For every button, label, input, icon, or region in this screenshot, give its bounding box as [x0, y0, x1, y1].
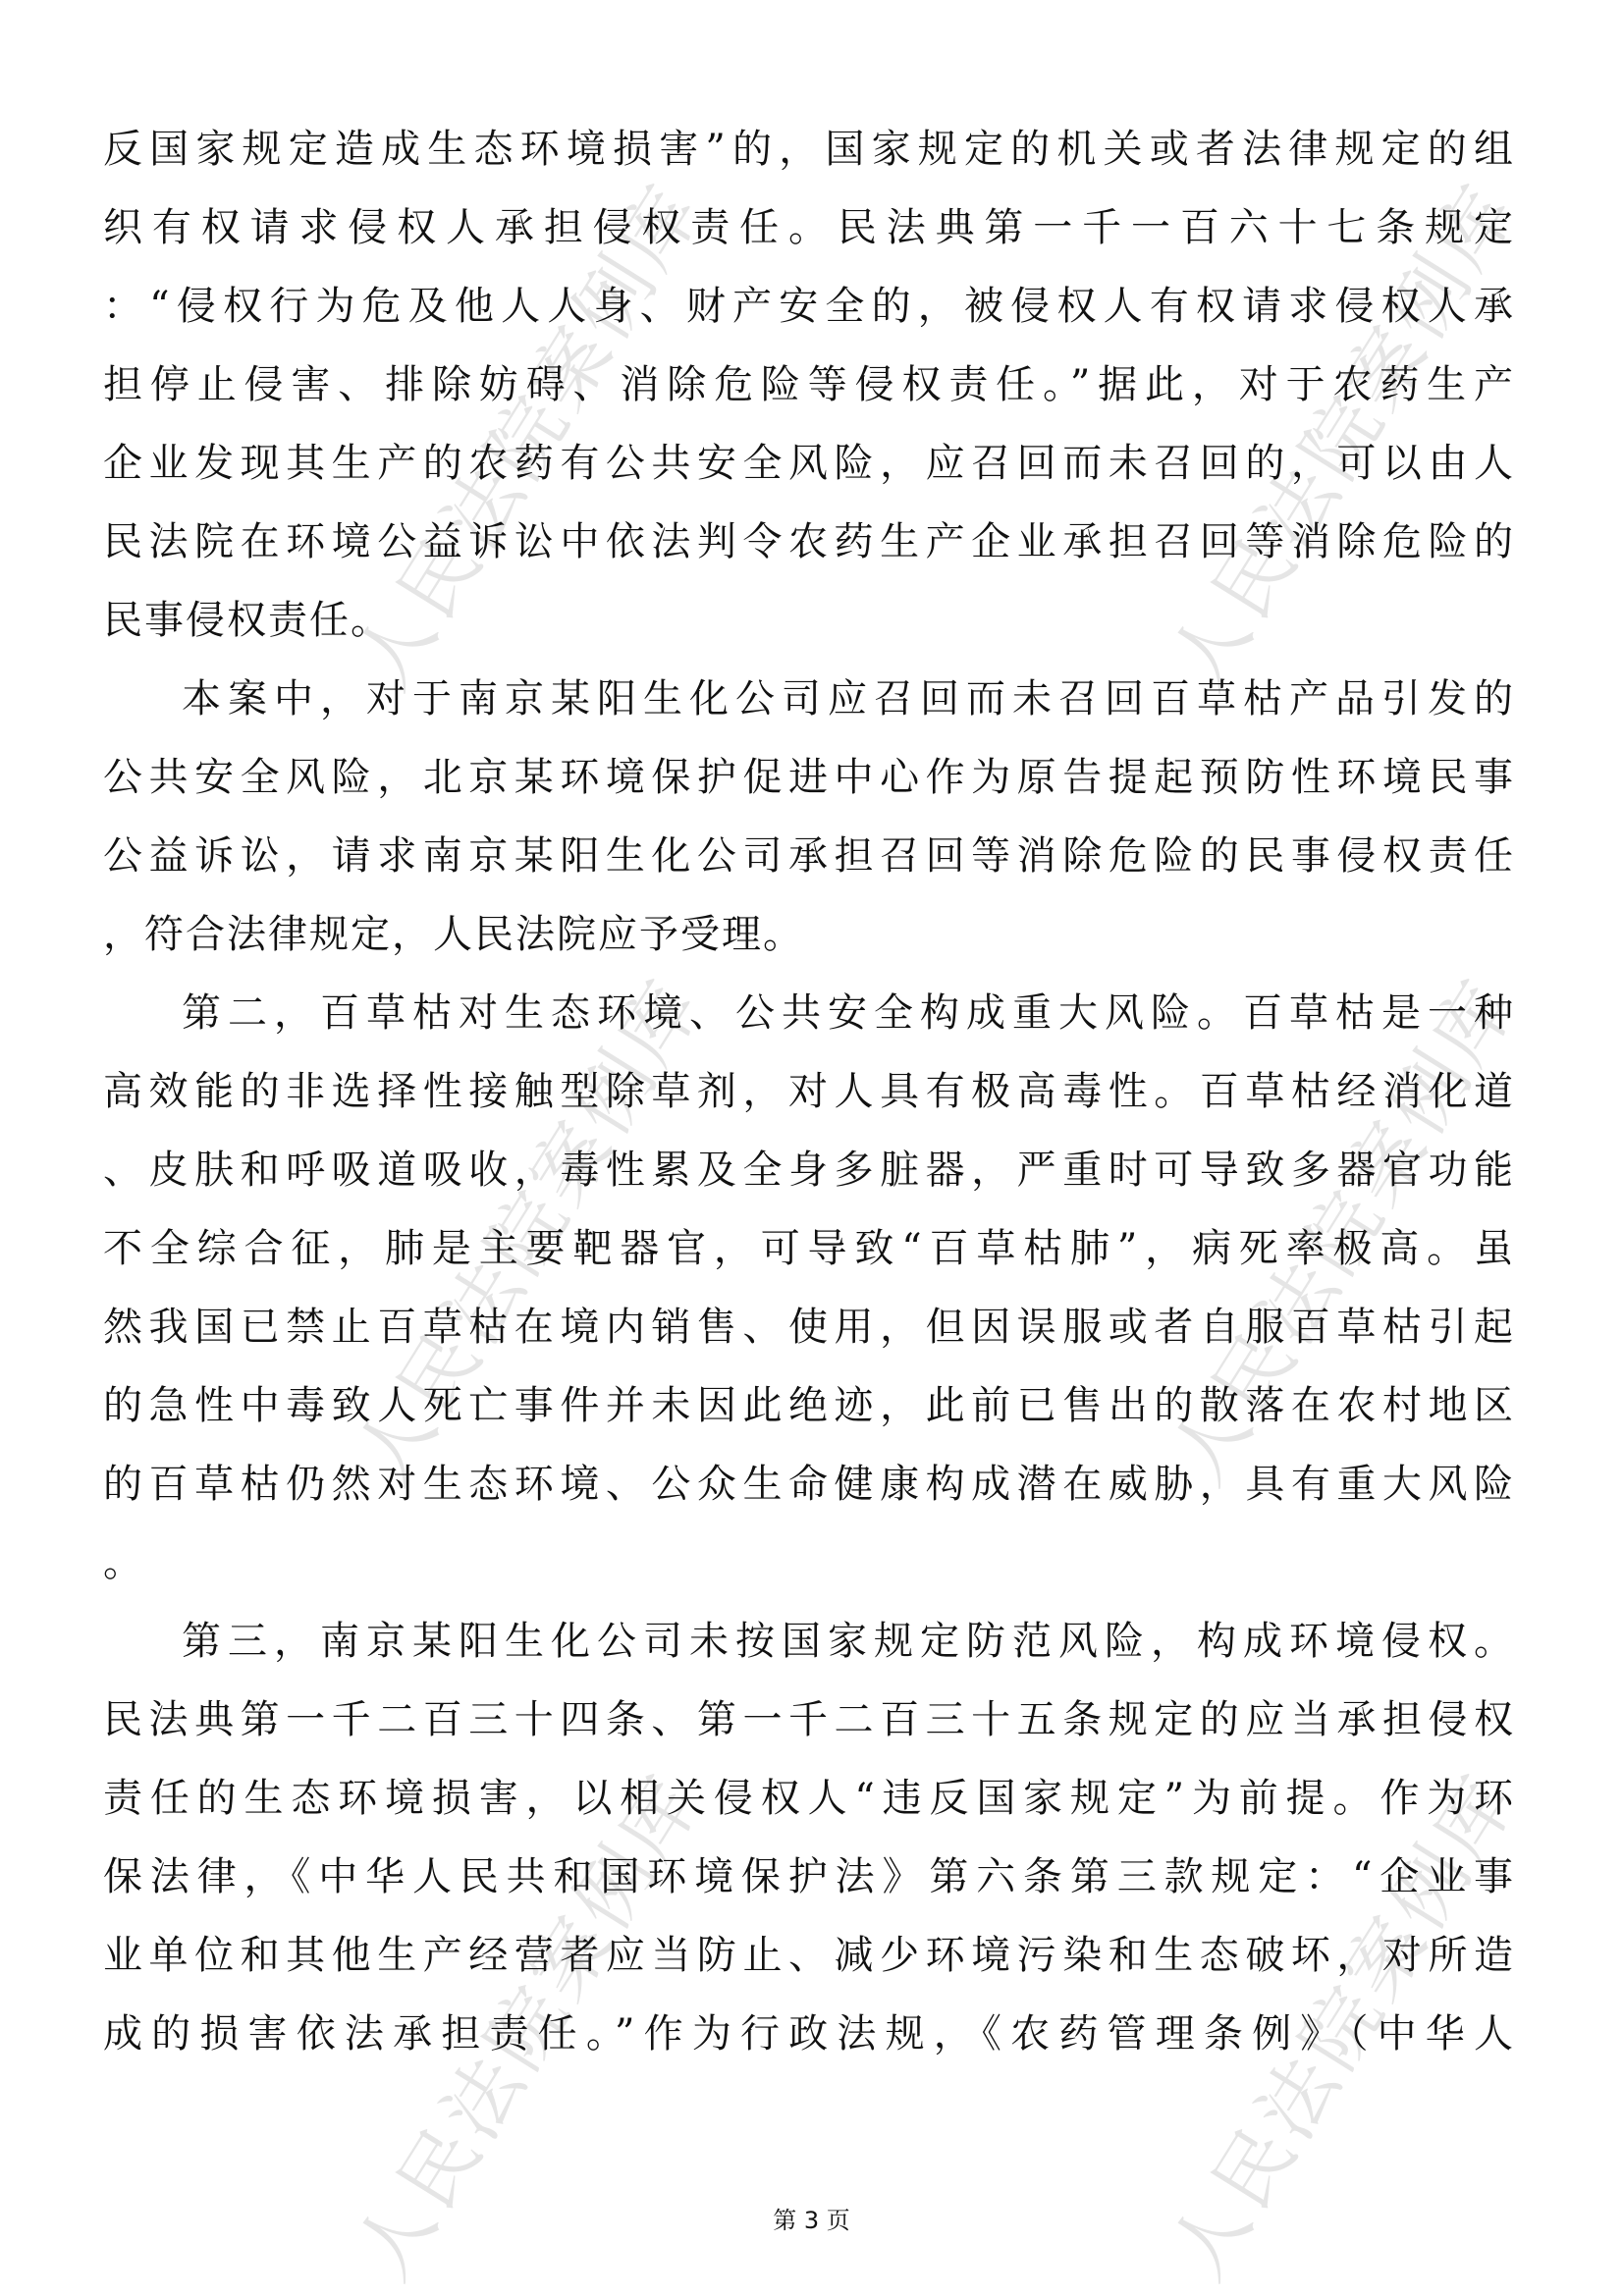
text-line: 保法律，《中华人民共和国环境保护法》第六条第三款规定：“企业事	[103, 1854, 1515, 1899]
text-line: 织有权请求侵权人承担侵权责任。民法典第一千一百六十七条规定	[103, 205, 1515, 250]
text-line: 。	[103, 1540, 144, 1585]
text-line: 业单位和其他生产经营者应当防止、减少环境污染和生态破坏，对所造	[103, 1933, 1515, 1978]
watermark: 人民法院案例库	[339, 1757, 721, 2295]
document-body	[103, 110, 1515, 2073]
text-line: 责任的生态环境损害，以相关侵权人“违反国家规定”为前提。作为环	[103, 1776, 1515, 1821]
text-line: 反国家规定造成生态环境损害”的，国家规定的机关或者法律规定的组	[103, 127, 1515, 172]
text-line: 民法典第一千二百三十四条、第一千二百三十五条规定的应当承担侵权	[103, 1697, 1515, 1742]
text-line: 的百草枯仍然对生态环境、公众生命健康构成潜在威胁，具有重大风险	[103, 1462, 1515, 1507]
text-line: 的急性中毒致人死亡事件并未因此绝迹，此前已售出的散落在农村地区	[103, 1383, 1515, 1428]
text-line: 第三，南京某阳生化公司未按国家规定防范风险，构成环境侵权。	[182, 1619, 1515, 1664]
text-line: 民事侵权责任。	[103, 598, 392, 643]
text-line: 担停止侵害、排除妨碍、消除危险等侵权责任。”据此，对于农药生产	[103, 362, 1515, 407]
watermark: 人民法院案例库	[339, 167, 721, 705]
text-line: 高效能的非选择性接触型除草剂，对人具有极高毒性。百草枯经消化道	[103, 1069, 1515, 1114]
text-line: 民法院在环境公益诉讼中依法判令农药生产企业承担召回等消除危险的	[103, 519, 1515, 564]
text-line: 成的损害依法承担责任。”作为行政法规，《农药管理条例》（中华人	[103, 2011, 1515, 2056]
text-line: 公共安全风险，北京某环境保护促进中心作为原告提起预防性环境民事	[103, 755, 1515, 800]
watermark: 人民法院案例库	[339, 962, 721, 1500]
watermark: 人民法院案例库	[1154, 167, 1536, 705]
text-line: 本案中，对于南京某阳生化公司应召回而未召回百草枯产品引发的	[182, 676, 1515, 721]
text-line: ：“侵权行为危及他人人身、财产安全的，被侵权人有权请求侵权人承	[103, 284, 1515, 329]
text-line: 不全综合征，肺是主要靶器官，可导致“百草枯肺”，病死率极高。虽	[103, 1226, 1515, 1271]
text-line: 然我国已禁止百草枯在境内销售、使用，但因误服或者自服百草枯引起	[103, 1305, 1515, 1350]
watermark: 人民法院案例库	[1154, 962, 1536, 1500]
text-line: 企业发现其生产的农药有公共安全风险，应召回而未召回的，可以由人	[103, 441, 1515, 486]
text-line: ，符合法律规定，人民法院应予受理。	[103, 912, 804, 957]
text-line: 、皮肤和呼吸道吸收，毒性累及全身多脏器，严重时可导致多器官功能	[103, 1148, 1515, 1193]
text-line: 公益诉讼，请求南京某阳生化公司承担召回等消除危险的民事侵权责任	[103, 833, 1515, 879]
watermark: 人民法院案例库	[1154, 1757, 1536, 2295]
page-number: 第 3 页	[773, 2207, 850, 2234]
text-line: 第二，百草枯对生态环境、公共安全构成重大风险。百草枯是一种	[182, 990, 1515, 1036]
